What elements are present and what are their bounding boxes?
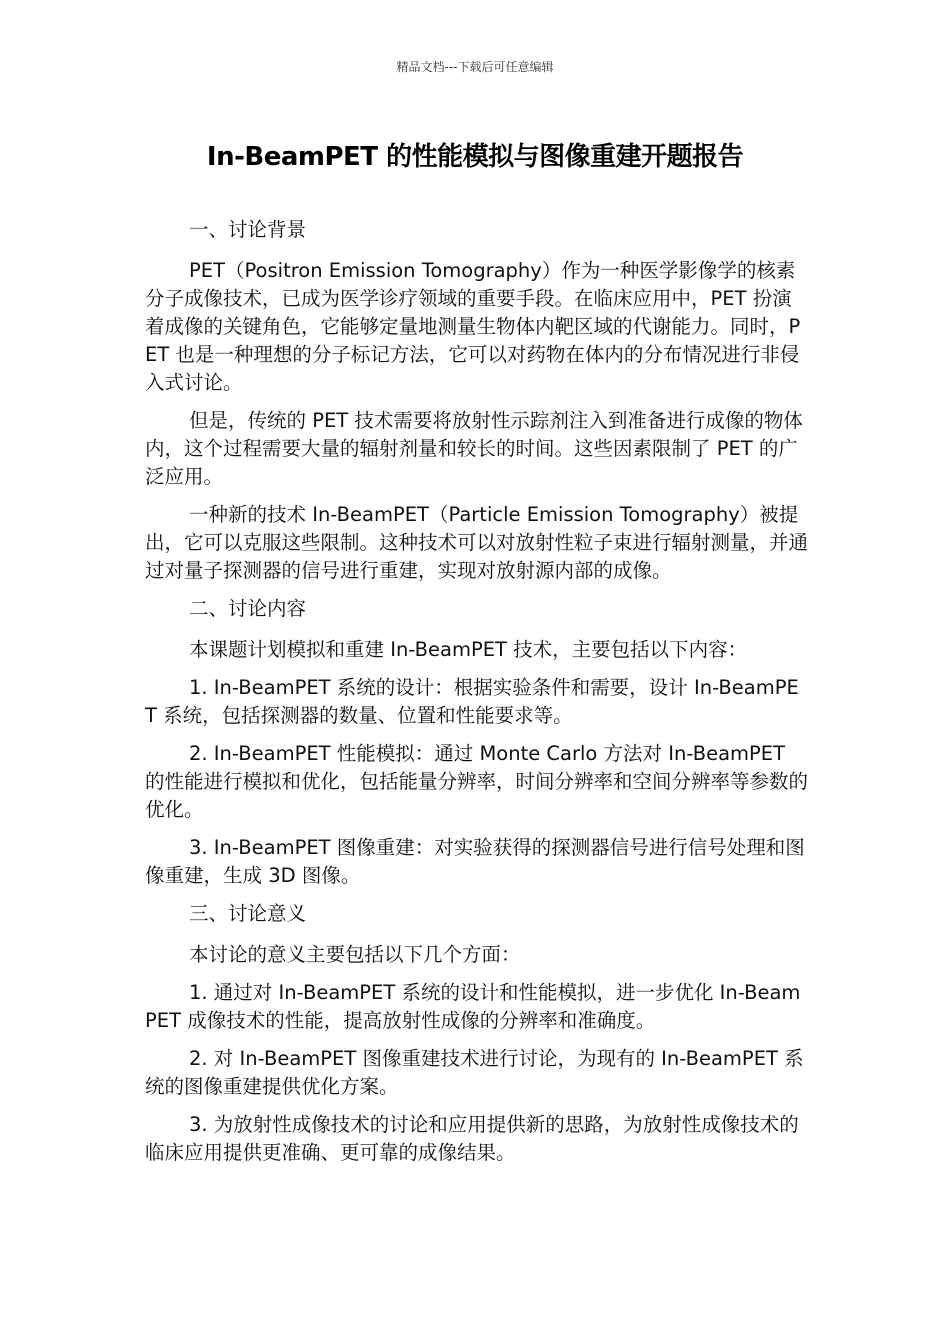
- list-item-significance-1: 1. 通过对 In-BeamPET 系统的设计和性能模拟，进一步优化 In-BeamPET 成像技术的性能，提高放射性成像的分辨率和准确度。: [145, 981, 801, 1032]
- section-heading-significance: 三、讨论意义: [189, 902, 307, 925]
- list-item-system-design: 1. In-BeamPET 系统的设计：根据实验条件和需要，设计 In-BeamPET 系统，包括探测器的数量、位置和性能要求等。: [145, 676, 799, 727]
- paragraph-inbeampet-intro: 一种新的技术 In-BeamPET（Particle Emission Tomography）被提出，它可以克服这些限制。这种技术可以对放射性粒子束进行辐射测量，并通过对量子探测器的信号进行重建，实现对放射源内部的成像。: [145, 503, 809, 582]
- list-item-significance-3: 3. 为放射性成像技术的讨论和应用提供新的思路，为放射性成像技术的临床应用提供更准确、更可靠的成像结果。: [145, 1113, 799, 1164]
- section-heading-content: 二、讨论内容: [189, 597, 307, 620]
- paragraph-pet-limitations: 但是，传统的 PET 技术需要将放射性示踪剂注入到准备进行成像的物体内，这个过程需要大量的辐射剂量和较长的时间。这些因素限制了 PET 的广泛应用。: [145, 409, 803, 488]
- list-item-significance-2: 2. 对 In-BeamPET 图像重建技术进行讨论，为现有的 In-BeamPET 系统的图像重建提供优化方案。: [145, 1047, 804, 1098]
- section-heading-background: 一、讨论背景: [189, 218, 307, 241]
- paragraph-content-intro: 本课题计划模拟和重建 In-BeamPET 技术，主要包括以下内容：: [189, 638, 748, 661]
- page-header-watermark: 精品文档---下载后可任意编辑: [396, 60, 554, 74]
- paragraph-pet-intro: PET（Positron Emission Tomography）作为一种医学影像学的核素分子成像技术，已成为医学诊疗领域的重要手段。在临床应用中，PET 扮演着成像的关键角色，它能够定量地测量生物体内靶区域的代谢能力。同时，PET 也是一种理想的分子标记方法，它可以对药物在体内的分布情况进行非侵入式讨论。: [145, 259, 801, 394]
- list-item-image-reconstruction: 3. In-BeamPET 图像重建：对实验获得的探测器信号进行信号处理和图像重建，生成 3D 图像。: [145, 836, 805, 887]
- document-title: In-BeamPET 的性能模拟与图像重建开题报告: [206, 142, 744, 172]
- document-body: [145, 216, 810, 1177]
- list-item-performance-simulation: 2. In-BeamPET 性能模拟：通过 Monte Carlo 方法对 In-BeamPET 的性能进行模拟和优化，包括能量分辨率，时间分辨率和空间分辨率等参数的优化。: [145, 742, 809, 821]
- paragraph-significance-intro: 本讨论的意义主要包括以下几个方面：: [189, 943, 521, 966]
